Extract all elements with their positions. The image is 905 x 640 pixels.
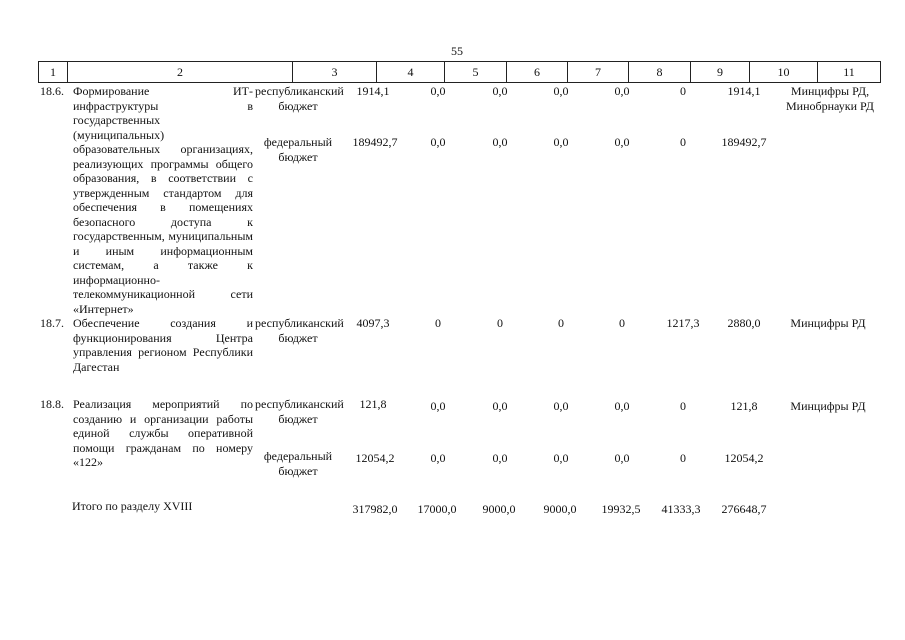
- funding-source: республиканский бюджет: [255, 316, 344, 345]
- value-col-7: 0,0: [553, 135, 569, 149]
- header-col-3: 3: [292, 62, 376, 82]
- row-title: Реализация мероприятий по созданию и организации работы единой службы оперативной помощи гражданам по номеру «122»: [73, 397, 253, 469]
- funding-source: федеральный бюджет: [263, 135, 333, 164]
- responsible: Минцифры РД, Минобрнауки РД: [786, 84, 874, 113]
- header-col-7: 7: [567, 62, 628, 82]
- header-col-5: 5: [444, 62, 506, 82]
- total-col-5: 17000,0: [417, 502, 457, 516]
- total-label: Итого по разделу XVIII: [72, 499, 193, 513]
- value-col-5: 0,0: [430, 84, 446, 98]
- value-col-7: 0,0: [553, 399, 569, 413]
- value-col-8: 0,0: [614, 135, 630, 149]
- value-col-4: 4097,3: [356, 316, 390, 330]
- value-col-6: 0,0: [492, 451, 508, 465]
- value-col-9: 1217,3: [666, 316, 700, 330]
- value-col-5: 0: [435, 316, 441, 330]
- value-col-9: 0: [680, 451, 686, 465]
- total-col-10: 276648,7: [721, 502, 767, 516]
- header-col-11: 11: [817, 62, 881, 82]
- funding-source: республиканский бюджет: [255, 397, 344, 426]
- value-col-9: 0: [680, 135, 686, 149]
- header-col-4: 4: [376, 62, 444, 82]
- value-col-8: 0: [619, 316, 625, 330]
- value-col-4: 121,8: [359, 397, 387, 411]
- value-col-5: 0,0: [430, 399, 446, 413]
- responsible: Минцифры РД: [790, 399, 866, 413]
- table-header-row: [38, 61, 881, 83]
- row-id: 18.8.: [40, 397, 64, 411]
- value-col-7: 0,0: [553, 451, 569, 465]
- value-col-5: 0,0: [430, 451, 446, 465]
- total-col-8: 19932,5: [601, 502, 641, 516]
- total-col-6: 9000,0: [482, 502, 516, 516]
- header-col-8: 8: [628, 62, 690, 82]
- row-title: Обеспечение создания и функционирования Центра управления регионом Республики Дагестан: [73, 316, 253, 374]
- value-col-10: 12054,2: [724, 451, 764, 465]
- page-number: 55: [451, 44, 463, 58]
- value-col-6: 0: [497, 316, 503, 330]
- value-col-10: 1914,1: [727, 84, 761, 98]
- row-id: 18.6.: [40, 84, 64, 98]
- value-col-8: 0,0: [614, 84, 630, 98]
- value-col-9: 0: [680, 84, 686, 98]
- value-col-6: 0,0: [492, 84, 508, 98]
- header-col-1: 1: [38, 62, 67, 82]
- value-col-4: 12054,2: [355, 451, 395, 465]
- value-col-10: 2880,0: [727, 316, 761, 330]
- responsible: Минцифры РД: [790, 316, 866, 330]
- value-col-8: 0,0: [614, 399, 630, 413]
- value-col-10: 189492,7: [721, 135, 767, 149]
- row-id: 18.7.: [40, 316, 64, 330]
- funding-source: федеральный бюджет: [263, 449, 333, 478]
- value-col-4: 1914,1: [356, 84, 390, 98]
- row-title: Формирование ИТ-инфраструктуры в государственных (муниципальных) образовательных организациях, реализующих программы общего образования, в соответствии с утвержденным стандартом для обеспечения в помещениях безопасного доступа к государственным, муниципальным и иным информационным системам, а также к информационно-телекоммуникационной сети «Интернет»: [73, 84, 253, 316]
- header-col-9: 9: [690, 62, 749, 82]
- value-col-10: 121,8: [730, 399, 758, 413]
- value-col-6: 0,0: [492, 399, 508, 413]
- value-col-9: 0: [680, 399, 686, 413]
- value-col-7: 0,0: [553, 84, 569, 98]
- funding-source: республиканский бюджет: [255, 84, 344, 113]
- value-col-8: 0,0: [614, 451, 630, 465]
- value-col-5: 0,0: [430, 135, 446, 149]
- value-col-4: 189492,7: [352, 135, 398, 149]
- value-col-6: 0,0: [492, 135, 508, 149]
- total-col-7: 9000,0: [543, 502, 577, 516]
- total-col-4: 317982,0: [352, 502, 398, 516]
- header-col-2: 2: [67, 62, 292, 82]
- header-col-10: 10: [749, 62, 817, 82]
- total-col-9: 41333,3: [661, 502, 701, 516]
- value-col-7: 0: [558, 316, 564, 330]
- header-col-6: 6: [506, 62, 567, 82]
